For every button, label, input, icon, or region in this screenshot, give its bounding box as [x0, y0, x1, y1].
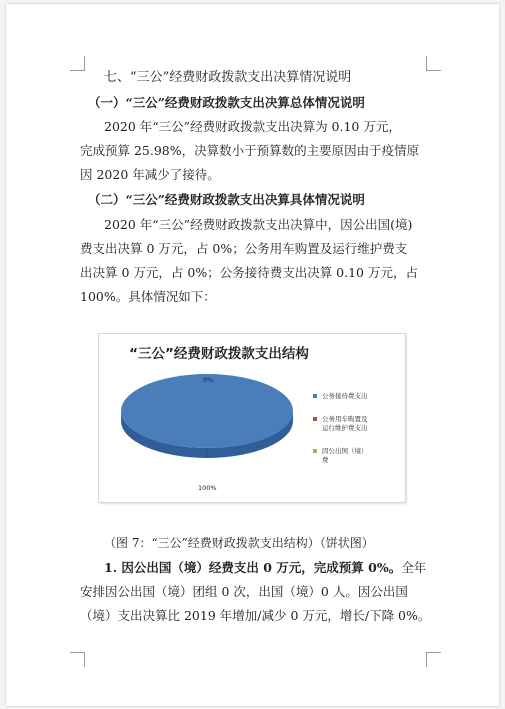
legend-label-line-1: 因公出国（境） [322, 447, 368, 455]
paragraph-detail-line-1: 2020 年“三公”经费财政拨款支出决算中，因公出国(境) [104, 217, 413, 232]
legend-item-公务用车购置及运行维护费支出 [313, 415, 401, 433]
paragraph-travel-tail: 全年 [401, 560, 427, 575]
paragraph-travel-line-2: 安排因公出国（境）团组 0 次，出国（境）0 人。因公出国 [80, 584, 408, 599]
data-label-0pct: 0% [203, 376, 214, 384]
legend-label-line-1: 公务用车购置及 [322, 415, 368, 423]
pie-slice-公务接待费支出 [121, 374, 293, 448]
section-heading: 七、“三公”经费财政拨款支出决算情况说明 [104, 70, 352, 85]
paragraph-overall-line-3: 因 2020 年减少了接待。 [80, 167, 220, 182]
paragraph-overall-line-2: 完成预算 25.98%，决算数小于预算数的主要原因由于疫情原 [80, 143, 420, 158]
subsection-heading-detail: （二）“三公”经费财政拨款支出决算具体情况说明 [88, 192, 365, 207]
legend-label: 公务接待费支出 [322, 392, 368, 400]
legend-item-公务接待费支出 [313, 392, 401, 401]
paragraph-detail-line-3: 出决算 0 万元，占 0%；公务接待费支出决算 0.10 万元，占 [80, 265, 418, 280]
chart-legend [313, 392, 401, 479]
legend-swatch-green [313, 449, 317, 453]
data-label-100pct: 100% [198, 484, 217, 492]
legend-swatch-blue [313, 394, 317, 398]
paragraph-travel-bold: 1. 因公出国（境）经费支出 0 万元，完成预算 0%。 [104, 560, 402, 575]
pie-chart-svg [99, 334, 309, 502]
legend-item-因公出国境费 [313, 447, 401, 465]
figure-caption: （图 7：“三公”经费财政拨款支出结构）（饼状图） [104, 536, 374, 550]
paragraph-detail-line-2: 费支出决算 0 万元，占 0%；公务用车购置及运行维护费支 [80, 241, 408, 256]
paragraph-travel-line-3: （境）支出决算比 2019 年增加/减少 0 万元，增长/下降 0%。 [80, 608, 431, 623]
pie-chart [98, 333, 406, 503]
crop-mark-top-left [70, 56, 85, 71]
legend-label-line-2: 运行维护费支出 [322, 424, 368, 432]
legend-swatch-red [313, 417, 317, 421]
paragraph-overall-line-1: 2020 年“三公”经费财政拨款支出决算为 0.10 万元， [104, 119, 401, 134]
crop-mark-bottom-left [70, 652, 85, 667]
subsection-heading-overall: （一）“三公”经费财政拨款支出决算总体情况说明 [88, 95, 365, 110]
paragraph-detail-line-4: 100%。具体情况如下： [80, 289, 216, 304]
crop-mark-bottom-right [426, 652, 441, 667]
paragraph-travel-line-1 [104, 556, 454, 580]
chart-title: “三公”经费财政拨款支出结构 [129, 346, 309, 362]
legend-label-line-2: 费 [322, 456, 329, 464]
